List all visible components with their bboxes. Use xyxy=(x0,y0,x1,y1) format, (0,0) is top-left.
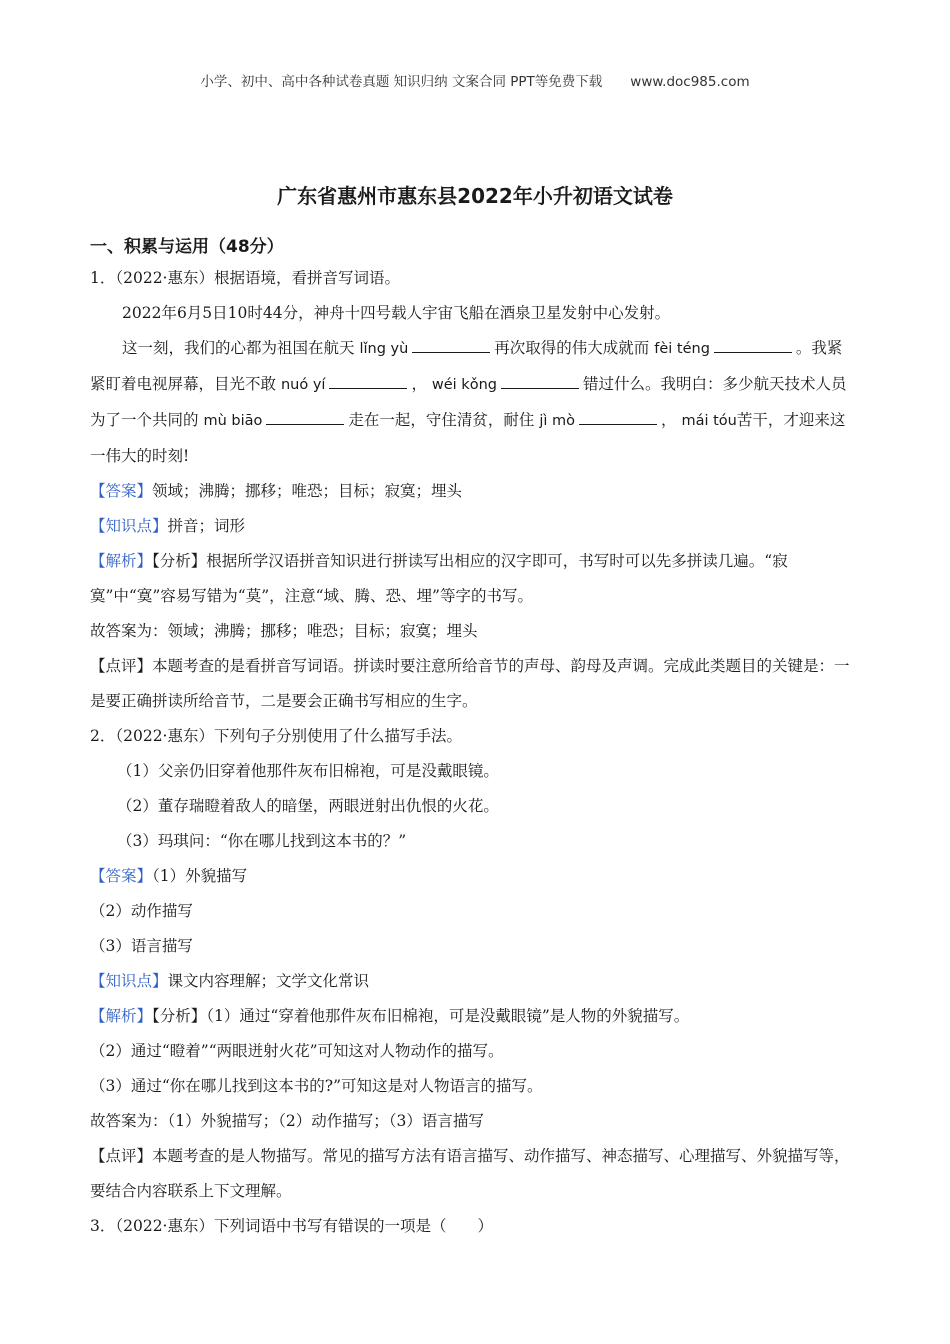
q1-analysis: 【解析】【分析】根据所学汉语拼音知识进行拼读写出相应的汉字即可，书写时可以先多拼读几遍。“寂寞”中“寞”容易写错为“莫”，注意“域、腾、恐、埋”等字的书写。 xyxy=(90,552,788,605)
q2-sentence-3: （3）玛琪问：“你在哪儿找到这本书的？” xyxy=(117,832,407,850)
pinyin-feiteng: fèi téng xyxy=(654,341,710,357)
pinyin-lingyu: lǐng yù xyxy=(359,341,409,357)
answer-blank[interactable] xyxy=(329,374,407,389)
answer-blank[interactable] xyxy=(501,374,579,389)
exam-title: 广东省惠州市惠东县2022年小升初语文试卷 xyxy=(277,184,673,208)
q1-stem: 1．（2022·惠东）根据语境，看拼音写词语。 xyxy=(90,269,400,287)
pinyin-mubiao: mù biāo xyxy=(203,413,263,429)
q2-analysis-3: （3）通过“你在哪儿找到这本书的?”可知这是对人物语言的描写。 xyxy=(90,1077,543,1095)
header-text: 小学、初中、高中各种试卷真题 知识归纳 文案合同 PPT等免费下载 xyxy=(200,74,603,90)
q2-sentence-1: （1）父亲仍旧穿着他那件灰布旧棉袍，可是没戴眼镜。 xyxy=(117,762,499,780)
answer-blank[interactable] xyxy=(412,338,490,353)
q2-sentence-2: （2）董存瑞瞪着敌人的暗堡，两眼迸射出仇恨的火花。 xyxy=(117,797,499,815)
q2-answer: 【答案】（1）外貌描写 xyxy=(90,867,248,885)
q2-analysis-2: （2）通过“瞪着”“两眼迸射火花”可知这对人物动作的描写。 xyxy=(90,1042,504,1060)
section-heading: 一、积累与运用（48分） xyxy=(90,237,284,257)
q1-knowledge: 【知识点】拼音；词形 xyxy=(90,517,246,535)
q2-comment: 【点评】本题考查的是人物描写。常见的描写方法有语言描写、动作描写、神态描写、心理描写、外貌描写等，要结合内容联系上下文理解。 xyxy=(90,1147,850,1200)
q3-stem: 3．（2022·惠东）下列词语中书写有错误的一项是（ ） xyxy=(90,1217,493,1235)
answer-blank[interactable] xyxy=(266,410,344,425)
answer-blank[interactable] xyxy=(579,410,657,425)
q1-context: 2022年6月5日10时44分，神舟十四号载人宇宙飞船在酒泉卫星发射中心发射。 xyxy=(122,304,671,322)
q1-comment: 【点评】本题考查的是看拼音写词语。拼读时要注意所给音节的声母、韵母及声调。完成此类题目的关键是：一是要正确拼读所给音节，二是要会正确书写相应的生字。 xyxy=(90,657,850,710)
header-site-link[interactable]: www.doc985.com xyxy=(630,74,750,90)
q1-answer: 【答案】领域；沸腾；挪移；唯恐；目标；寂寞；埋头 xyxy=(90,482,463,500)
q1-passage: 这一刻，我们的心都为祖国在航天 lǐng yù 再次取得的伟大成就而 fèi téng 。我紧紧盯着电视屏幕，目光不敢 nuó yí ， wéi kǒng 错过什么。我明白：多少航天技术人员为了一个共同的 mù biāo 走在一起，守住清贫，耐住 jì mò ， mái tóu苦干，才迎来这一伟大的时刻! xyxy=(90,339,847,465)
q2-stem: 2．（2022·惠东）下列句子分别使用了什么描写手法。 xyxy=(90,727,462,745)
q1-final-answer: 故答案为：领域；沸腾；挪移；唯恐；目标；寂寞；埋头 xyxy=(90,622,478,640)
pinyin-nuoyi: nuó yí xyxy=(280,377,326,393)
answer-blank[interactable] xyxy=(714,338,792,353)
exam-content xyxy=(90,232,855,1244)
q2-final-answer: 故答案为：（1）外貌描写；（2）动作描写；（3）语言描写 xyxy=(90,1112,484,1130)
pinyin-maitou: mái tóu xyxy=(681,413,737,429)
page-header xyxy=(0,70,950,90)
pinyin-weikong: wéi kǒng xyxy=(431,377,497,393)
pinyin-jimo: jì mò xyxy=(539,413,575,429)
q2-answer-2: （2）动作描写 xyxy=(90,902,193,920)
q2-analysis: 【解析】【分析】（1）通过“穿着他那件灰布旧棉袍，可是没戴眼镜”是人物的外貌描写。 xyxy=(90,1007,690,1025)
q2-knowledge: 【知识点】课文内容理解；文学文化常识 xyxy=(90,972,370,990)
q2-answer-3: （3）语言描写 xyxy=(90,937,193,955)
